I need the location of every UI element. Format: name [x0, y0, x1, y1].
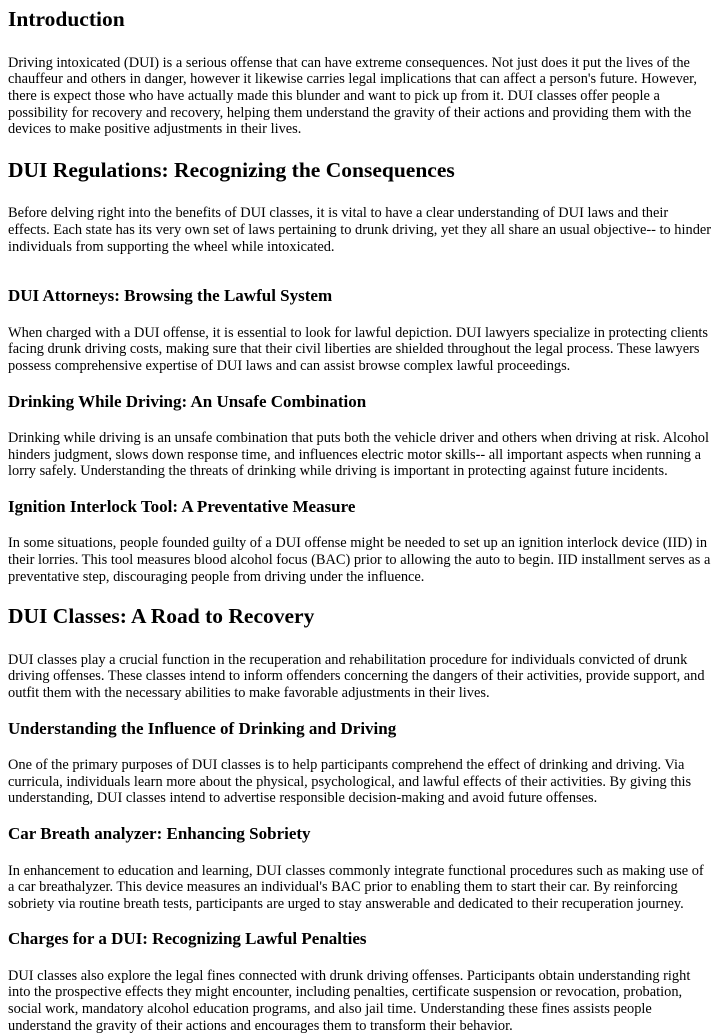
subsection-heading: Charges for a DUI: Recognizing Lawful Penalties — [8, 929, 367, 949]
section-heading: Introduction — [8, 7, 125, 31]
section-paragraph: In enhancement to education and learning, DUI classes commonly integrate functional procedures such as making use of a car breathalyzer. This device measures an individual's BAC prior to enabling them to start their car. By reinforcing sobriety via routine breath tests, participants are urged to stay answerable and dedicated to their recuperation journey. — [8, 862, 704, 912]
subsection-heading: Ignition Interlock Tool: A Preventative Measure — [8, 496, 356, 516]
section-heading: DUI Regulations: Recognizing the Consequences — [8, 157, 455, 182]
section-paragraph: In some situations, people founded guilty of a DUI offense might be needed to set up an ignition interlock device (IID) in their lorries. This tool measures blood alcohol focus (BAC) prior to allowing the auto to begin. IID installment serves as a preventative step, discouraging people from driving under the influence. — [8, 535, 711, 585]
subsection-heading: Understanding the Influence of Drinking and Driving — [8, 718, 397, 738]
article — [0, 7, 720, 1034]
subsection-heading: DUI Attorneys: Browsing the Lawful System — [8, 286, 333, 306]
section-paragraph: When charged with a DUI offense, it is essential to look for lawful depiction. DUI lawyers specialize in protecting clients facing drunk driving costs, making sure that their civil liberties are shielded throughout the legal process. These lawyers possess comprehensive expertise of DUI laws and can assist browse complex lawful proceedings. — [8, 324, 709, 374]
section-paragraph: Drinking while driving is an unsafe combination that puts both the vehicle driver and others when driving at risk. Alcohol hinders judgment, slows down response time, and influences electric motor skills-- all important aspects when running a lorry safely. Understanding the threats of drinking while driving is important in protecting against future incidents. — [8, 430, 710, 480]
section-paragraph: Driving intoxicated (DUI) is a serious offense that can have extreme consequences. Not just does it put the lives of the chauffeur and others in danger, however it likewise carries legal implications that can affect a person's future. However, there is expect those who have actually made this blunder and want to pick up from it. DUI classes offer people a possibility for recovery and recovery, helping them understand the gravity of their actions and providing them with the devices to make positive adjustments in their lives. — [8, 54, 697, 138]
section-paragraph: DUI classes play a crucial function in the recuperation and rehabilitation procedure for individuals convicted of drunk driving offenses. These classes intend to inform offenders concerning the dangers of their activities, provide support, and outfit them with the necessary abilities to make favorable adjustments in their lives. — [8, 651, 705, 702]
subsection-heading: Drinking While Driving: An Unsafe Combination — [8, 391, 367, 411]
section-paragraph: Before delving right into the benefits of DUI classes, it is vital to have a clear understanding of DUI laws and their effects. Each state has its very own set of laws pertaining to drunk driving, yet they all share an usual objective-- to hinder individuals from supporting the wheel while intoxicated. — [8, 205, 712, 255]
section-heading: DUI Classes: A Road to Recovery — [8, 604, 315, 629]
subsection-heading: Car Breath analyzer: Enhancing Sobriety — [8, 824, 311, 843]
section-paragraph: One of the primary purposes of DUI classes is to help participants comprehend the effect of drinking and driving. Via curricula, individuals learn more about the physical, psychological, and lawful effects of their activities. By giving this understanding, DUI classes intend to advertise responsible decision-making and avoid future offenses. — [8, 757, 692, 807]
section-paragraph: DUI classes also explore the legal fines connected with drunk driving offenses. Participants obtain understanding right into the prospective effects they might encounter, including penalties, certificate suspension or revocation, probation, social work, mandatory alcohol education programs, and also jail time. Understanding these fines assists people understand the gravity of their actions and encourages them to transform their behavior. — [8, 967, 691, 1034]
